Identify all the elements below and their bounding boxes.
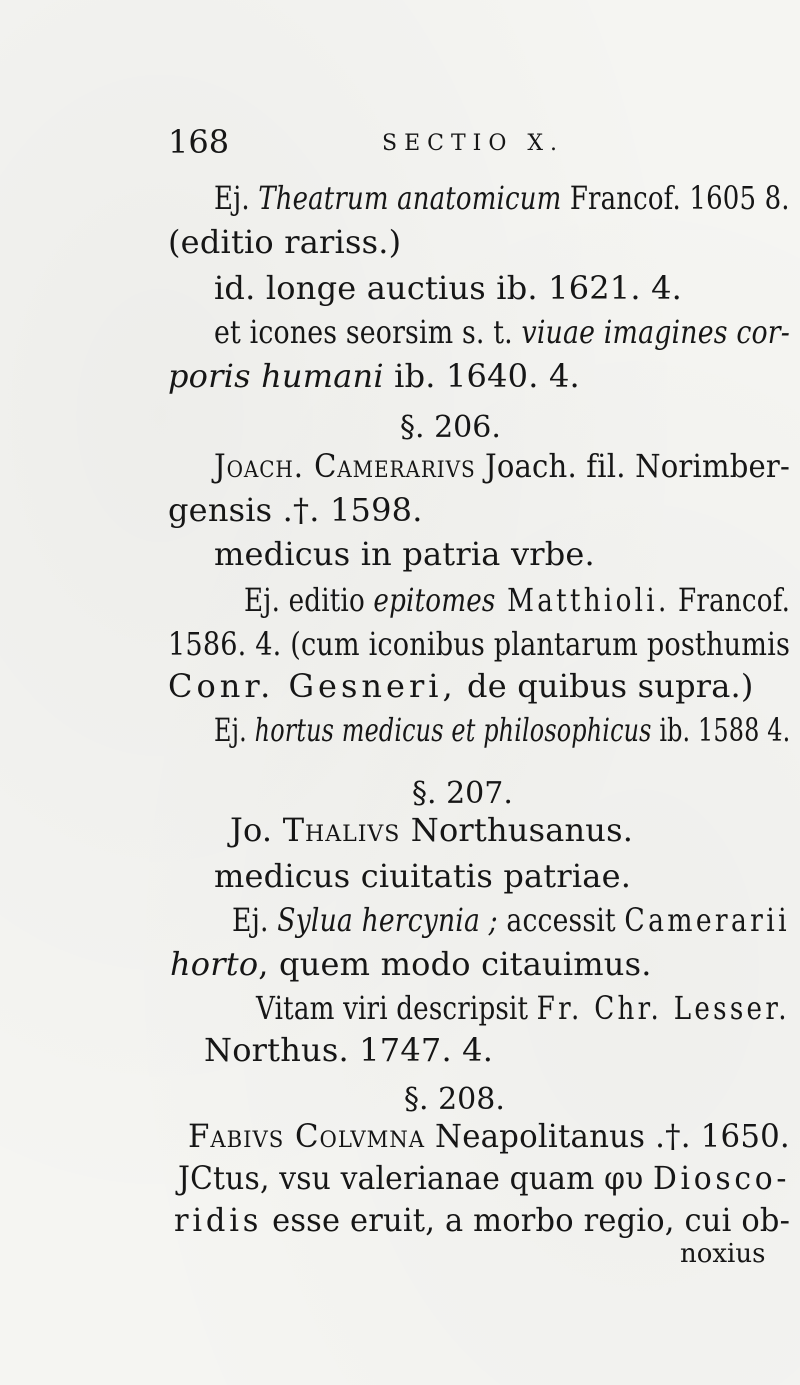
entry-line: [244, 580, 790, 620]
entry-line: gensis .†. 1598.: [168, 491, 423, 529]
entry-line: 1586. 4. (cum iconibus plantarum posthumis: [168, 625, 791, 663]
text-run: , quem modo citauimus.: [258, 945, 652, 983]
entry-line: [174, 1200, 790, 1240]
text-run: Ej.: [232, 901, 278, 939]
entry-line: Northus. 1747. 4.: [204, 1031, 494, 1069]
text-run: Vitam viri descripsit: [256, 989, 537, 1027]
entry-line: [214, 312, 790, 352]
entry-line: [178, 1158, 790, 1198]
italic-title: hortus medicus et philosophicus: [254, 711, 652, 749]
text-run: Francof. 1605 8.: [561, 179, 790, 217]
text-run: ib. 1640. 4.: [383, 357, 580, 395]
author-name: Fabivs Colvmna: [188, 1117, 426, 1155]
entry-line: medicus ciuitatis patriae.: [214, 857, 632, 895]
italic-title: horto: [170, 945, 259, 983]
text-run: accessit: [497, 901, 625, 939]
text-run: JCtus, vsu valerianae quam φυ: [178, 1159, 653, 1197]
entry-line: medicus in patria vrbe.: [214, 535, 595, 573]
text-run: Ej. editio: [244, 581, 374, 619]
text-run: id. longe auctius ib. 1621. 4.: [214, 269, 683, 307]
spaced-name: Fr. Chr. Lesser.: [536, 989, 790, 1027]
italic-title: Sylua hercynia ;: [277, 901, 498, 939]
italic-title: viuae imagines cor-: [521, 313, 790, 351]
entry-line: [214, 178, 790, 218]
text-run: ib. 1588 4.: [651, 711, 791, 749]
running-title: SECTIO X.: [382, 131, 565, 156]
text-run: Ej.: [214, 179, 259, 217]
text-run: de quibus supra.): [456, 667, 754, 705]
entry-line: [214, 446, 790, 486]
author-name: Joach. Camerarivs: [214, 447, 476, 485]
entry-line: [256, 988, 790, 1028]
text-run: Jo.: [230, 811, 283, 849]
entry-line: [214, 268, 682, 308]
page-number: 168: [168, 123, 230, 161]
entry-line: [214, 710, 790, 750]
italic-title: Theatrum anatomicum: [258, 179, 562, 217]
text-run: (editio rariss.): [168, 223, 402, 261]
entry-line: [170, 944, 652, 984]
text-run: esse eruit, a morbo regio, cui ob-: [262, 1201, 791, 1239]
entry-line: [168, 222, 401, 262]
section-heading: §. 208.: [404, 1082, 505, 1117]
text-run: Ej.: [214, 711, 255, 749]
section-heading: §. 207.: [412, 776, 513, 811]
text-run: Francof.: [669, 581, 791, 619]
entry-line: [168, 356, 580, 396]
entry-line: [168, 666, 754, 706]
text-run: Neapolitanus .†. 1650.: [425, 1117, 790, 1155]
catchword: noxius: [680, 1239, 766, 1269]
spaced-name: ridis: [174, 1201, 263, 1239]
entry-line: [232, 900, 790, 940]
spaced-name: Conr. Gesneri,: [168, 667, 457, 705]
section-heading: §. 206.: [400, 410, 501, 445]
text-run: Joach. fil. Norimber-: [475, 447, 791, 485]
author-name: Thalivs: [282, 811, 401, 849]
entry-line: [230, 810, 633, 850]
italic-title: epitomes: [373, 581, 496, 619]
italic-title: poris humani: [168, 357, 384, 395]
spaced-name: Camerarii: [624, 901, 790, 939]
text-run: et icones seorsim s. t.: [214, 313, 522, 351]
spaced-name: Diosco-: [652, 1159, 791, 1197]
text-run: Northusanus.: [400, 811, 634, 849]
entry-line: [188, 1116, 790, 1156]
spaced-name: Matthioli.: [495, 581, 670, 619]
